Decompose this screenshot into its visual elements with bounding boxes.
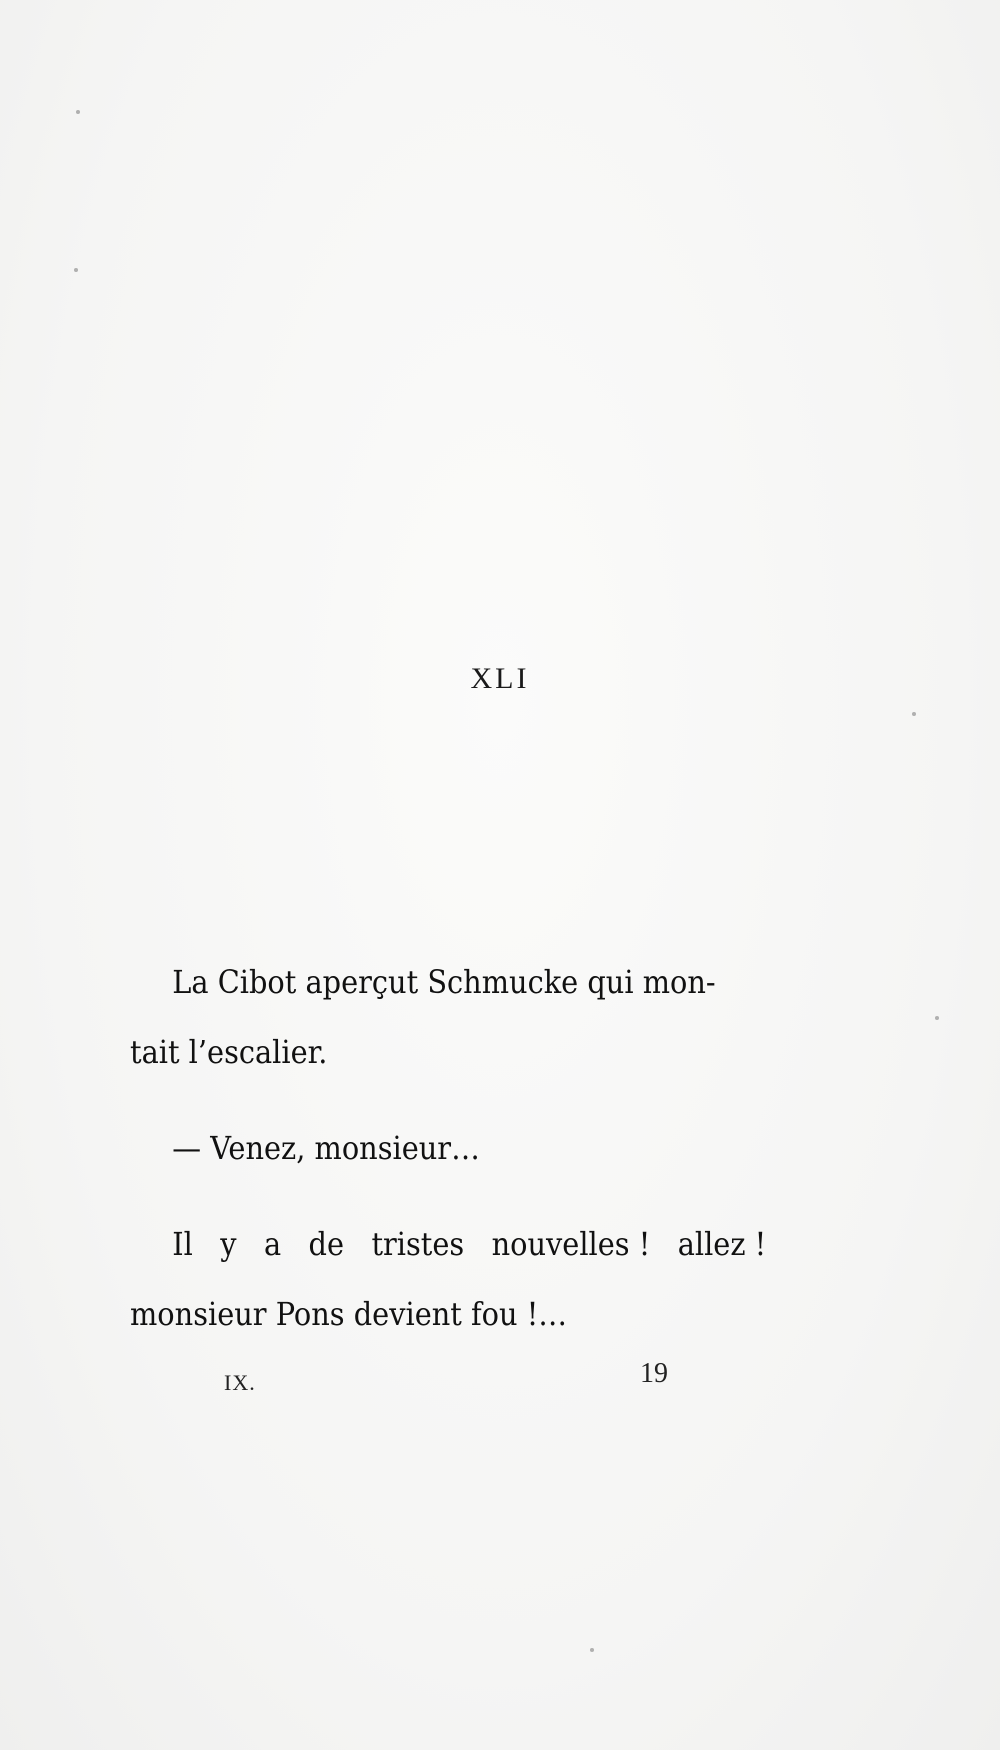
word: a <box>263 1225 282 1263</box>
paper-speck <box>74 268 78 272</box>
paragraph-3-line-2: monsieur Pons devient fou !… <box>130 1295 568 1333</box>
paragraph-1-line-1: La Cibot aperçut Schmucke qui mon- <box>172 963 716 1001</box>
show-through-texture <box>130 90 770 130</box>
chapter-heading: XLI <box>470 662 530 695</box>
signature-mark: IX. <box>224 1370 256 1395</box>
page-number: 19 <box>640 1358 668 1389</box>
paragraph-1-line-2: tait l’escalier. <box>130 1033 328 1071</box>
paper-speck <box>590 1648 594 1652</box>
word: tristes <box>371 1225 465 1263</box>
paper-speck <box>912 712 916 716</box>
word: Il <box>172 1225 193 1263</box>
paper-speck <box>935 1016 939 1020</box>
paragraph-3-line-1 <box>172 1212 766 1276</box>
paper-speck <box>76 110 80 114</box>
paragraph-2-line-1: — Venez, monsieur… <box>172 1129 480 1167</box>
word: nouvelles ! <box>491 1225 651 1263</box>
word: de <box>308 1225 345 1263</box>
word: y <box>220 1225 237 1263</box>
word: allez ! <box>677 1225 767 1263</box>
